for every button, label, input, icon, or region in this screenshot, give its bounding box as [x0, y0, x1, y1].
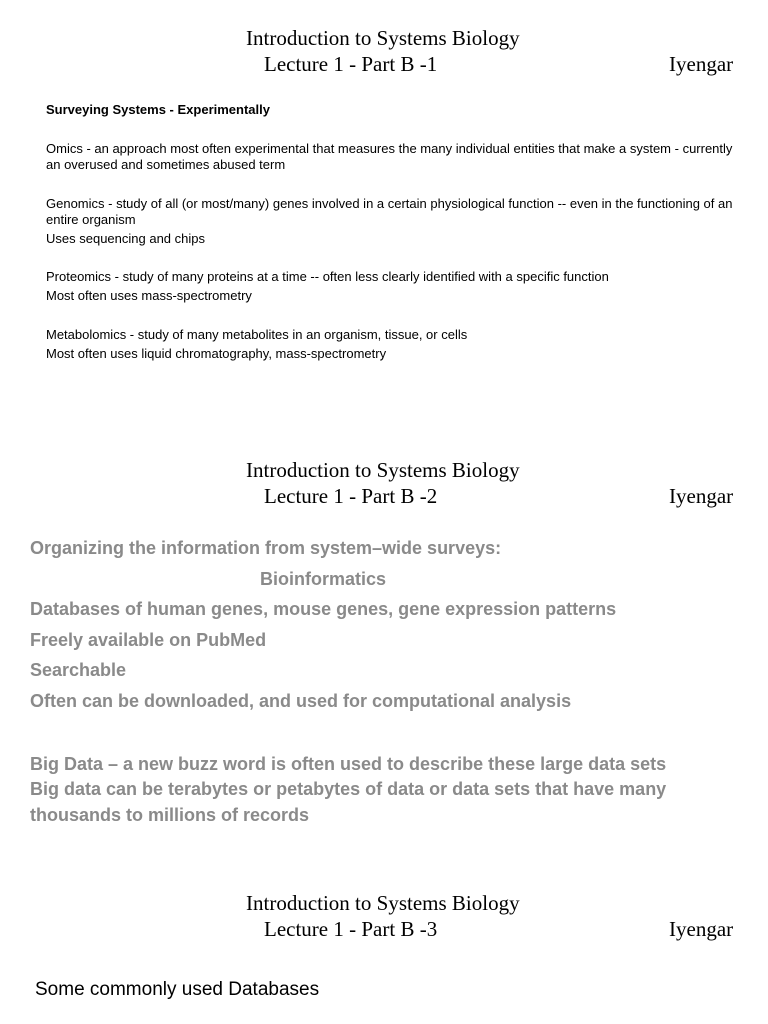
slide-2-lecture: Lecture 1 - Part B -2: [264, 484, 438, 508]
slide-2-author: Iyengar: [669, 484, 734, 508]
slide-3-lecture: Lecture 1 - Part B -3: [264, 917, 438, 941]
genomics-paragraph: Genomics - study of all (or most/many) genes involved in a certain physiological function -- even in the functioning of an entire organism: [46, 196, 733, 227]
omics-paragraph: Omics - an approach most often experimental that measures the many individual entities that make a system - currently an overused and sometimes abused term: [46, 141, 733, 172]
databases-line: Databases of human genes, mouse genes, gene expression patterns: [30, 599, 617, 619]
slide-2-title: Introduction to Systems Biology: [246, 458, 520, 482]
searchable-line: Searchable: [30, 660, 127, 680]
bigdata-line: Big Data – a new buzz word is often used to describe these large data sets: [30, 754, 667, 774]
slide-1-author: Iyengar: [669, 52, 734, 76]
metabolomics-paragraph: Metabolomics - study of many metabolites in an organism, tissue, or cells: [46, 327, 468, 342]
bigdata-size-paragraph: Big data can be terabytes or petabytes of data or data sets that have many thousands to millions of records: [30, 779, 667, 825]
download-line: Often can be downloaded, and used for computational analysis: [30, 691, 572, 711]
slide-1-title: Introduction to Systems Biology: [246, 26, 520, 50]
slide-1-heading: Surveying Systems - Experimentally: [46, 102, 270, 117]
databases-heading: Some commonly used Databases: [35, 979, 320, 1000]
organizing-line: Organizing the information from system–wide surveys:: [30, 538, 502, 558]
proteomics-paragraph: Proteomics - study of many proteins at a time -- often less clearly identified with a specific function: [46, 269, 609, 284]
pubmed-line: Freely available on PubMed: [30, 630, 267, 650]
slide-3-title: Introduction to Systems Biology: [246, 891, 520, 915]
bioinformatics-line: Bioinformatics: [260, 569, 387, 589]
genomics-uses: Uses sequencing and chips: [46, 231, 205, 246]
metabolomics-uses: Most often uses liquid chromatography, mass-spectrometry: [46, 346, 387, 361]
proteomics-uses: Most often uses mass-spectrometry: [46, 288, 252, 303]
slide-3-author: Iyengar: [669, 917, 734, 941]
slide-1-lecture: Lecture 1 - Part B -1: [264, 52, 438, 76]
